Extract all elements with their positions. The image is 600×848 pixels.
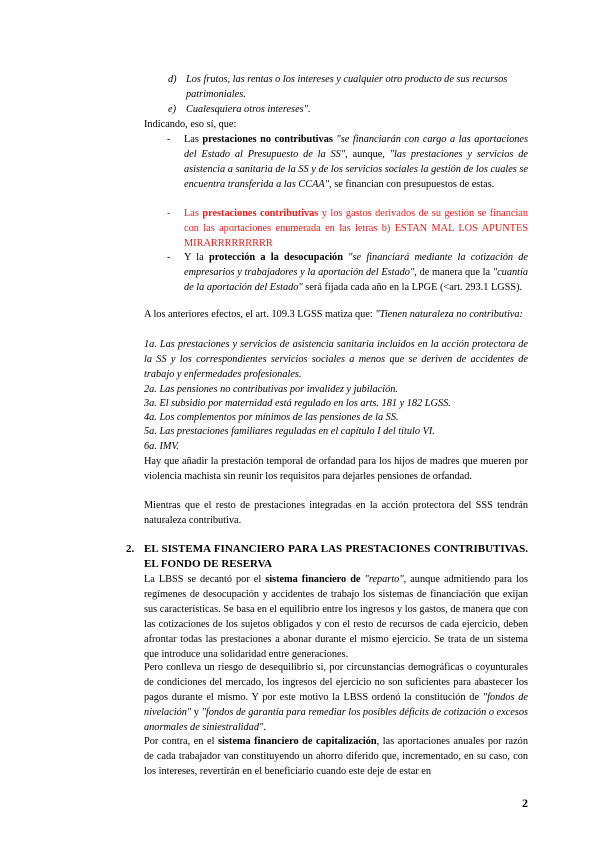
section-title: EL SISTEMA FINANCIERO PARA LAS PRESTACIONES CONTRIBUTIVAS. EL FONDO DE RESERVA [144,543,528,570]
list-item-e [168,102,526,117]
section-number: 2. [126,543,135,555]
paragraph-orfandad: Hay que añadir la prestación temporal de orfandad para los hijos de madres que mueren por violencia machista sin reunir los requisitos para dejarles pensiones de orfandad. [144,456,528,482]
numbered-item-4a: 4a. Los complementos por mínimos de las pensiones de la SS. [144,412,399,423]
paragraph-reparto: La LBSS se decantó por el sistema financiero de "reparto", aunque admitiendo para los regímenes de desocupación y accidentes de trabajo los sistemas de financiación que exijan sus características. Se basa en el equilibrio entre los ingresos y los gastos, de manera que con las cotizaciones de los sujetos obligados y con el resto de recursos de cada ejercicio, deben afrontar todas las prestaciones a abonar durante el mismo ejercicio. Se trata de un sistema que introduce una solidaridad entre generaciones. [144,574,528,660]
list-item-text: Cualesquiera otros intereses". [186,104,311,115]
numbered-item-1a: 1a. Las prestaciones y servicios de asistencia sanitaria incluidos en la acción protectora de la SS y los correspondientes servicios sociales a menos que se deriven de accidentes de trabajo y enfermedades profesionales. [144,339,528,380]
bullet-dash: - [167,252,171,263]
bullet-item-desocupacion: - Y la protección a la desocupación "se financiará mediante la cotización de empresarios y trabajadores y la aportación del Estado", de manera que la "cuantía de la aportación del Estado" será fijada cada año en la LPGE (<art. 293.1 LGSS). [167,252,528,293]
list-marker: d) [168,74,177,85]
paragraph-mientras: Mientras que el resto de prestaciones integradas en la acción protectora del SSS tendrán naturaleza contributiva. [144,500,528,526]
list-item-text: Los frutos, las rentas o los intereses y cualquier otro producto de sus recursos patrimoniales. [186,74,508,100]
bold-term: sistema financiero de [265,574,361,585]
bullet-item-no-contributivas: - Las prestaciones no contributivas "se financiarán con cargo a las aportaciones del Estado al Presupuesto de la SS", aunque, "las prestaciones y servicios de asistencia a sanitaria de la SS y de los servicios sociales la gestión de los cuales se encuentra transferida a las CCAA", se financian con presupuestos de estas. [167,134,528,190]
list-marker: e) [168,104,176,115]
bold-term: sistema financiero de capitalización [218,736,377,747]
numbered-item-5a: 5a. Las prestaciones familiares reguladas en el capítulo I del título VI. [144,426,435,437]
list-item-d [168,72,526,102]
numbered-item-2a: 2a. Las pensiones no contributivas por invalidez y jubilación. [144,384,398,395]
paragraph-indicando: Indicando, eso sí, que: [144,119,237,130]
paragraph-anteriores: A los anteriores efectos, el art. 109.3 LGSS matiza que: "Tienen naturaleza no contributiva: [144,309,523,320]
bullet-dash: - [167,134,171,145]
paragraph-riesgo: Pero conlleva un riesgo de desequilibrio si, por circunstancias demográficas o coyunturales de condiciones del mercado, los ingresos del ejercicio no son suficientes para abastecer los pagos durante el mismo. Y por este motivo la LBSS ordenó la constitución de "fondos de nivelación" y "fondos de garantía para remediar los posibles déficits de cotización o excesos anormales de siniestralidad". [144,662,528,733]
numbered-item-3a: 3a. El subsidio por maternidad está regulado en los arts. 181 y 182 LGSS. [144,398,451,409]
numbered-item-6a: 6a. IMV. [144,441,179,452]
bold-term: prestaciones no contributivas [202,134,333,145]
bold-term: protección a la desocupación [208,252,343,263]
bold-term: prestaciones contributivas [202,208,319,219]
paragraph-capitalizacion: Por contra, en el sistema financiero de capitalización, las aportaciones anuales por razón de cada trabajador van constituyendo un ahorro diferido que, incrementado, en su caso, con los intereses, revertirán en el beneficiario cuando este deje de estar en [144,736,528,777]
bullet-dash: - [167,208,171,219]
page-number: 2 [522,796,528,810]
bullet-item-contributivas: - Las prestaciones contributivas y los gastos derivados de su gestión se financian con las aportaciones enumerada en las letras b) ESTAN MAL LOS APUNTES MIRARRRRRRRRR [167,208,529,249]
